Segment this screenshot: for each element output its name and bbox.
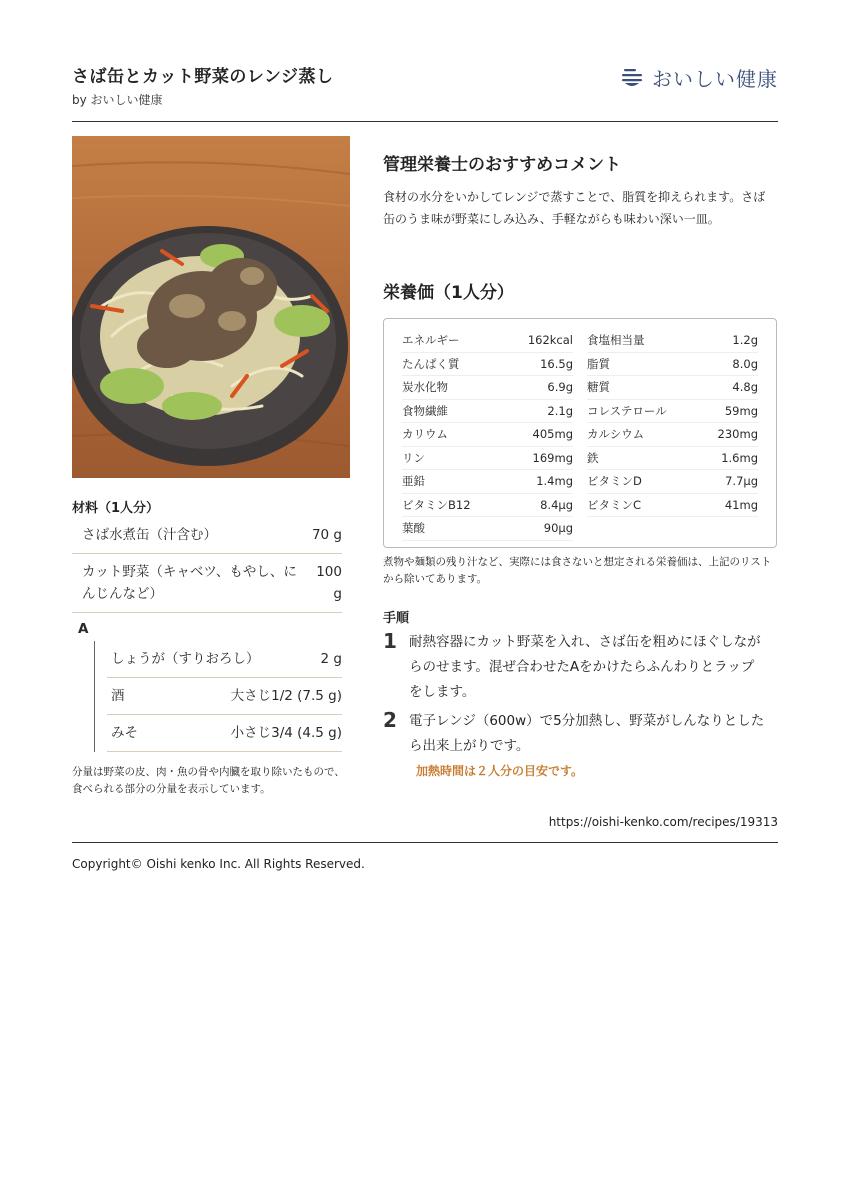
ingredient-row [107, 641, 342, 678]
ingredients-title: 材料（1人分） [72, 501, 160, 516]
nutrient-label: リン [402, 450, 425, 465]
nutrient-value: 169mg [532, 450, 573, 465]
ingredient-row [72, 554, 342, 613]
nutrient-label: 脂質 [587, 356, 610, 371]
nutrient-label: ビタミンC [587, 497, 642, 512]
nutrition-cell [587, 494, 758, 518]
nutrition-cell [402, 447, 573, 471]
page-header [72, 62, 778, 122]
bowl-icon [620, 65, 644, 89]
nutrient-label: カルシウム [587, 427, 645, 442]
step-item [383, 630, 777, 705]
nutrient-label: 食塩相当量 [587, 333, 645, 348]
nutrient-value: 8.4μg [540, 497, 573, 512]
copyright: Copyright© Oishi kenko Inc. All Rights Reserved. [72, 857, 365, 871]
recipe-title: さば缶とカット野菜のレンジ蒸し [72, 67, 334, 87]
nutrient-value: 90μg [543, 521, 573, 536]
nutrient-label: ビタミンD [587, 474, 642, 489]
ingredient-row [107, 715, 342, 752]
nutrient-value: 230mg [717, 427, 758, 442]
nutrient-value: 1.6mg [721, 450, 758, 465]
nutrition-cell [587, 376, 758, 400]
ingredient-name: さば水煮缶（汁含む） [82, 527, 217, 543]
ingredient-amount: 70 g [311, 527, 342, 543]
step-number: 2 [383, 708, 397, 732]
ingredient-amount: 2 g [320, 651, 342, 667]
nutrient-value: 1.2g [732, 333, 758, 348]
nutrient-value: 1.4mg [536, 474, 573, 489]
nutrition-cell [402, 423, 573, 447]
ingredients-note: 分量は野菜の皮、肉・魚の骨や内臓を取り除いたもので、食べられる部分の分量を表示しています。 [72, 766, 345, 795]
comment-title: 管理栄養士のおすすめコメント [383, 155, 622, 175]
nutrient-label: エネルギー [402, 333, 460, 348]
nutrition-cell [587, 353, 758, 377]
nutrient-value: 6.9g [547, 380, 573, 395]
nutrition-cell [587, 470, 758, 494]
nutrition-cell [402, 400, 573, 424]
nutrition-cell [402, 376, 573, 400]
recipe-url-link[interactable]: https://oishi-kenko.com/recipes/19313 [548, 815, 778, 829]
nutrient-value: 162kcal [527, 333, 573, 348]
nutrition-cell [402, 517, 573, 541]
nutrient-label: 糖質 [587, 380, 610, 395]
nutrient-label: 食物繊維 [402, 403, 448, 418]
nutrition-cell [587, 517, 758, 541]
steps-title: 手順 [383, 611, 410, 626]
nutrient-label: コレステロール [587, 403, 667, 418]
step-note: 加熱時間は２人分の目安です。 [416, 764, 584, 778]
ingredient-name: みそ [111, 725, 138, 741]
ingredient-group [94, 641, 342, 752]
nutrient-value: 16.5g [540, 356, 573, 371]
nutrient-value: 7.7μg [725, 474, 758, 489]
ingredient-row [72, 517, 342, 554]
nutrition-cell [587, 423, 758, 447]
nutrient-label: ビタミンB12 [402, 497, 471, 512]
nutrient-label: 葉酸 [402, 521, 425, 536]
nutrient-label: たんぱく質 [402, 356, 460, 371]
nutrition-title: 栄養価（1人分） [383, 283, 514, 303]
logo-text: おいしい健康 [652, 66, 778, 91]
nutrient-value: 405mg [532, 427, 573, 442]
ingredient-name: しょうが（すりおろし） [111, 651, 260, 667]
comment-body: 食材の水分をいかしてレンジで蒸すことで、脂質を抑えられます。さば缶のうま味が野菜にしみ込み、手軽ながらも味わい深い一皿。 [383, 190, 766, 226]
nutrient-label: 鉄 [587, 450, 599, 465]
nutrient-value: 8.0g [732, 356, 758, 371]
step-item [383, 709, 777, 759]
ingredients-list [72, 517, 342, 752]
nutrition-grid [402, 329, 758, 541]
nutrient-value: 41mg [724, 497, 758, 512]
nutrition-cell [587, 329, 758, 353]
nutrition-cell [402, 470, 573, 494]
byline: by おいしい健康 [72, 93, 163, 107]
footer-divider [72, 842, 778, 843]
nutrition-cell [402, 494, 573, 518]
nutrition-cell [587, 447, 758, 471]
ingredient-amount: 小さじ3/4 (4.5 g) [230, 725, 342, 741]
ingredient-amount: 100 g [316, 564, 342, 602]
nutrient-value: 4.8g [732, 380, 758, 395]
ingredient-name: カット野菜（キャベツ、もやし、にんじんなど） [82, 564, 297, 602]
nutrition-cell [587, 400, 758, 424]
nutrient-label: カリウム [402, 427, 448, 442]
nutrient-value: 59mg [724, 403, 758, 418]
nutrient-label: 亜鉛 [402, 474, 425, 489]
ingredient-amount: 大さじ1/2 (7.5 g) [230, 688, 342, 704]
brand-logo[interactable] [620, 62, 778, 92]
nutrient-value: 2.1g [547, 403, 573, 418]
step-text: 耐熱容器にカット野菜を入れ、さば缶を粗めにほぐしながらのせます。混ぜ合わせたAをかけたらふんわりとラップをします。 [409, 634, 761, 700]
ingredient-row [107, 678, 342, 715]
ingredient-group-label: A [78, 621, 89, 637]
step-number: 1 [383, 629, 397, 653]
ingredient-name: 酒 [111, 688, 125, 704]
nutrition-cell [402, 353, 573, 377]
nutrition-cell [402, 329, 573, 353]
dish-photo-illustration [72, 136, 350, 478]
nutrient-label: 炭水化物 [402, 380, 448, 395]
dish-photo [72, 136, 350, 478]
nutrition-table [383, 318, 777, 548]
step-text: 電子レンジ（600w）で5分加熱し、野菜がしんなりとしたら出来上がりです。 [409, 713, 765, 754]
nutrition-note: 煮物や麺類の残り汁など、実際には食さないと想定される栄養価は、上記のリストから除いてあります。 [383, 556, 772, 585]
